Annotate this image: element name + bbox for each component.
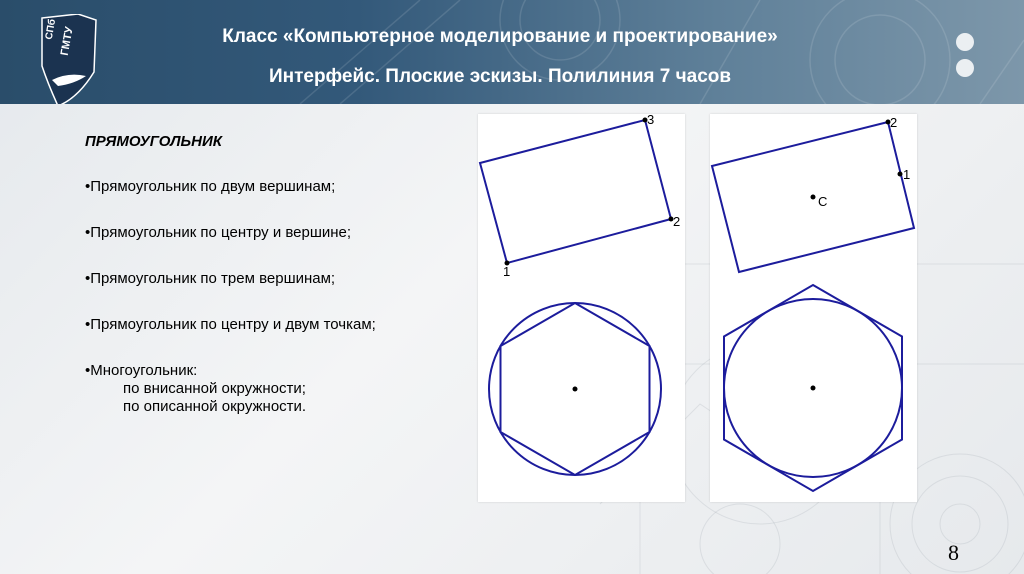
university-logo xyxy=(38,14,98,104)
list-item: •Прямоугольник по трем вершинам; xyxy=(85,270,336,287)
center-point xyxy=(811,386,816,391)
list-item: •Прямоугольник по центру и вершине; xyxy=(85,224,352,241)
center-label: C xyxy=(818,194,828,209)
list-item: •Прямоугольник по центру и двум точкам; xyxy=(85,316,376,333)
center-point xyxy=(573,387,578,392)
page-number: 8 xyxy=(948,540,959,565)
center-point xyxy=(811,195,816,200)
vertex-label: 2 xyxy=(890,115,898,130)
vertex-label: 3 xyxy=(647,114,655,127)
header-dot-2 xyxy=(956,59,974,77)
vertex-label: 1 xyxy=(503,264,511,279)
rectangle-three-vertex xyxy=(480,120,671,263)
section-title: ПРЯМОУГОЛЬНИК xyxy=(85,133,222,150)
list-sub-item: по описанной окружности. xyxy=(123,398,307,415)
vertex-point xyxy=(898,172,903,177)
figure-panel-right xyxy=(710,114,917,502)
list-sub-item: по внисанной окружности; xyxy=(123,380,306,397)
list-item: •Прямоугольник по двум вершинам; xyxy=(85,178,336,195)
header-subtitle: Интерфейс. Плоские эскизы. Полилиния 7 часов xyxy=(268,66,732,87)
svg-text:ГМТУ: ГМТУ xyxy=(58,25,76,57)
vertex-label: 1 xyxy=(903,167,911,182)
header-title: Класс «Компьютерное моделирование и проектирование» xyxy=(222,26,778,47)
vertex-label: 2 xyxy=(673,214,681,229)
slide-header xyxy=(0,0,1024,104)
svg-text:СПб: СПб xyxy=(43,18,59,41)
figure-panel-left xyxy=(478,114,685,502)
header-dot-1 xyxy=(956,33,974,51)
method-list xyxy=(85,178,376,416)
header-decoration xyxy=(0,0,1024,104)
list-item: •Многоугольник: xyxy=(85,362,198,379)
